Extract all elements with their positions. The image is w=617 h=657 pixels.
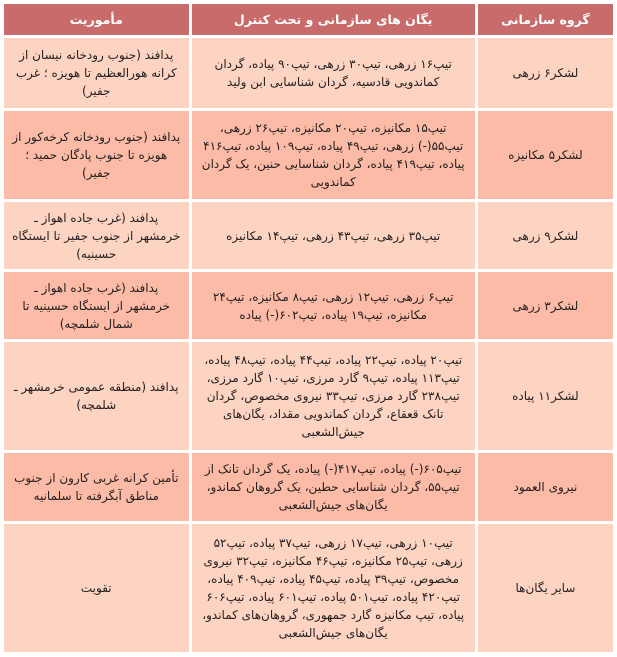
table-row (4, 342, 613, 450)
cell-mission: پدافند (غرب جاده اهواز ـ خرمشهر از جنوب جفیر تا ایستگاه حسینیه) (4, 202, 189, 269)
table-row (4, 453, 613, 521)
cell-group: سایر یگان‌ها (478, 524, 613, 652)
cell-mission: پدافند (جنوب رودخانه کرخه‌کور از هویزه تا جنوب پادگان حمید ؛ جفیر) (4, 111, 189, 199)
organization-table-container (4, 4, 613, 652)
table-row (4, 524, 613, 652)
cell-group: لشکر۶ زرهی (478, 38, 613, 108)
cell-units: تیپ۶ زرهی، تیپ۱۲ زرهی، تیپ۸ مکانیزه، تیپ۲۴ مکانیزه، تیپ۱۹ پیاده، تیپ۶۰۲(-) پیاده (192, 272, 475, 339)
table-row (4, 111, 613, 199)
organization-table (1, 1, 616, 655)
header-units: یگان های سازمانی و تحت کنترل (192, 4, 475, 35)
cell-units: تیپ۳۵ زرهی، تیپ۴۳ زرهی، تیپ۱۴ مکانیزه (192, 202, 475, 269)
cell-group: لشکر۵ مکانیزه (478, 111, 613, 199)
cell-units: تیپ۱۶ زرهی، تیپ۳۰ زرهی، تیپ۹۰ پیاده، گردان کماندویی قادسیه، گردان شناسایی ابن ولید (192, 38, 475, 108)
header-mission: مأموریت (4, 4, 189, 35)
cell-mission: پدافند (غرب جاده اهواز ـ خرمشهر از ایستگاه حسینیه تا شمال شلمچه) (4, 272, 189, 339)
cell-mission: تقویت (4, 524, 189, 652)
cell-mission: پدافند (منطقه عمومی خرمشهر ـ شلمچه) (4, 342, 189, 450)
cell-units: تیپ۲۰ پیاده، تیپ۲۲ پیاده، تیپ۴۴ پیاده، تیپ۴۸ پیاده، تیپ۱۱۳ پیاده، تیپ۹ گارد مرزی، تیپ۱۰ گارد مرزی، تیپ۲۳۸ گارد مرزی، تیپ۳۳ نیروی مخصوص، گردان تانک قعقاع، گردان کماندویی مقداد، یگان‌های جیش‌الشعبی (192, 342, 475, 450)
header-organizational-group: گروه سازمانی (478, 4, 613, 35)
cell-mission: تأمین کرانه غربی کارون از جنوب مناطق آبگرفته تا سلمانیه (4, 453, 189, 521)
cell-group: لشکر۱۱ پیاده (478, 342, 613, 450)
cell-units: تیپ۱۰ زرهی، تیپ۱۷ زرهی، تیپ۳۷ پیاده، تیپ۵۲ زرهی، تیپ۲۵ مکانیزه، تیپ۴۶ مکانیزه، تیپ۳۲ نیروی مخصوص، تیپ۳۹ پیاده، تیپ۴۵ پیاده، تیپ۴۰۹ پیاده، تیپ۴۲۰ پیاده، تیپ۵۰۱ پیاده، تیپ۶۰۱ پیاده، تیپ۶۰۶ پیاده، تیپ مکانیزه گارد جمهوری، گروهان‌های کماندو، یگان‌های جیش‌الشعبی (192, 524, 475, 652)
cell-mission: پدافند (جنوب رودخانه نیسان از کرانه هورالعظیم تا هویزه ؛ غرب جفیر) (4, 38, 189, 108)
cell-units: تیپ۱۵ مکانیزه، تیپ۲۰ مکانیزه، تیپ۲۶ زرهی، تیپ۵۵(-) زرهی، تیپ۴۹ پیاده، تیپ۱۰۹ پیاده، تیپ۴۱۶ پیاده، تیپ۴۱۹ پیاده، گردان شناسایی حنین، یک گردان کماندویی (192, 111, 475, 199)
table-row (4, 202, 613, 269)
cell-group: لشکر۳ زرهی (478, 272, 613, 339)
table-header-row (4, 4, 613, 35)
cell-group: لشکر۹ زرهی (478, 202, 613, 269)
cell-units: تیپ۶۰۵(-) پیاده، تیپ۴۱۷(-) پیاده، یک گردان تانک از تیپ۵۵، گردان شناسایی حطین، یک گروهان کماندو، یگان‌های جیش‌الشعبی (192, 453, 475, 521)
table-row (4, 272, 613, 339)
cell-group: نیروی العمود (478, 453, 613, 521)
table-row (4, 38, 613, 108)
